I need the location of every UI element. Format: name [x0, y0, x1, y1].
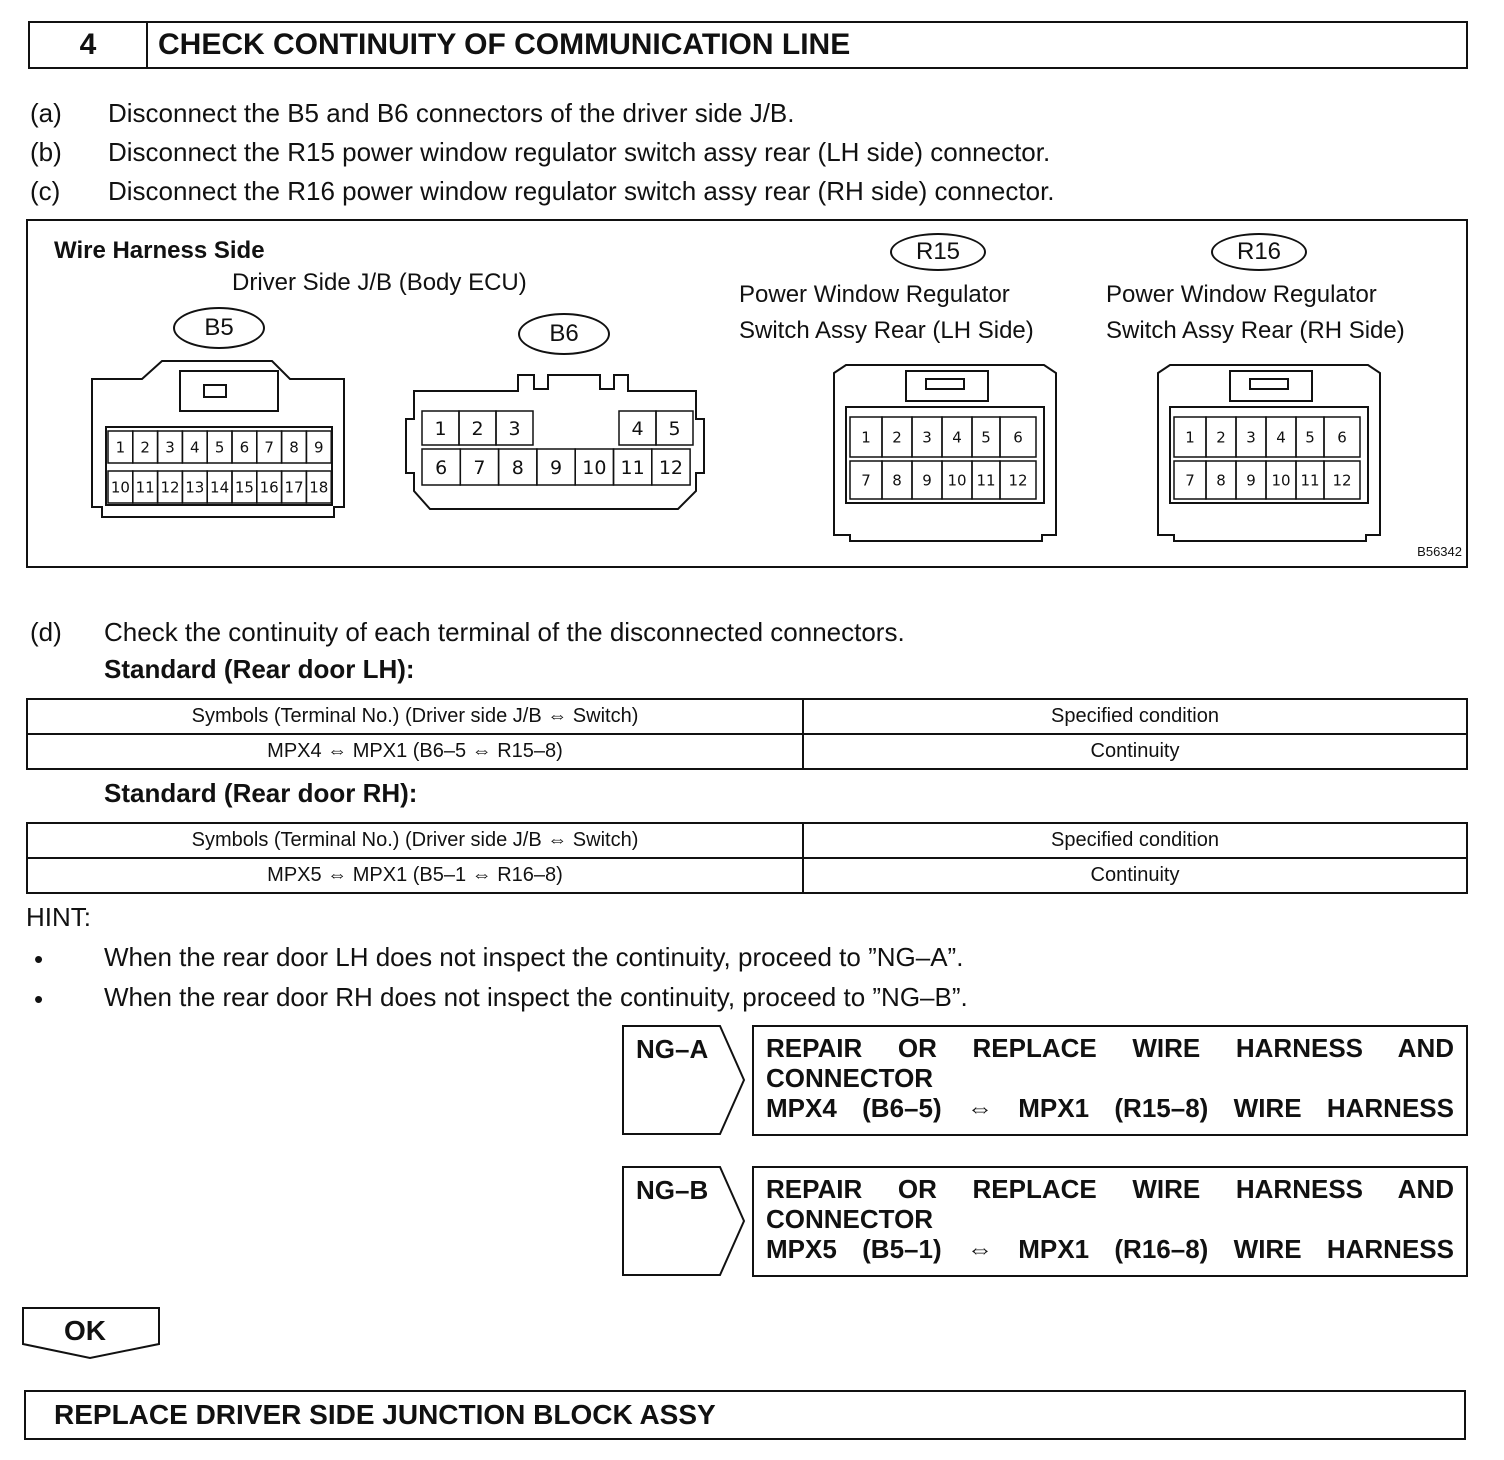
table-cell: MPX4 ⇔ MPX1 (B6–5 ⇔ R15–8): [27, 734, 803, 769]
ng-b-label: NG–B: [636, 1175, 709, 1205]
bullet-icon: •: [34, 984, 44, 1014]
pin-number: 5: [981, 428, 991, 447]
table-cell: Continuity: [803, 858, 1467, 893]
pin-labels: [111, 418, 1352, 497]
pin-number: 12: [160, 478, 180, 497]
pin-number: 10: [947, 471, 967, 490]
pin-number: 9: [314, 438, 324, 457]
step-text: Disconnect the B5 and B6 connectors of the driver side J/B.: [108, 98, 795, 128]
action-line: CONNECTOR: [766, 1204, 934, 1234]
pin-number: 9: [922, 471, 932, 490]
connector-figure: [26, 219, 1468, 568]
pin-number: 7: [473, 456, 486, 479]
pin-number: 7: [1185, 471, 1195, 490]
step-label: (a): [30, 98, 62, 128]
r16-desc-line2: Switch Assy Rear (RH Side): [1106, 317, 1405, 344]
step-c: [30, 176, 1470, 206]
pin-number: 14: [210, 478, 230, 497]
step-label: (c): [30, 176, 61, 206]
table-header-cell: Symbols (Terminal No.) (Driver side J/B ⇔ Switch): [27, 823, 803, 858]
pin-number: 12: [658, 456, 684, 479]
table-cell: MPX5 ⇔ MPX1 (B5–1 ⇔ R16–8): [27, 858, 803, 893]
pin-number: 2: [471, 417, 484, 440]
pin-number: 5: [668, 417, 681, 440]
connector-id: R15: [915, 238, 961, 265]
step-b: [30, 137, 1470, 167]
pin-number: 4: [631, 417, 644, 440]
final-action-text: REPLACE DRIVER SIDE JUNCTION BLOCK ASSY: [54, 1399, 716, 1430]
pin-number: 17: [284, 478, 304, 497]
step-title: CHECK CONTINUITY OF COMMUNICATION LINE: [158, 28, 851, 61]
connector-id: R16: [1236, 238, 1282, 265]
pin-number: 4: [1276, 428, 1286, 447]
pin-number: 6: [239, 438, 250, 457]
pin-number: 3: [508, 417, 521, 440]
ng-a-label: NG–A: [636, 1034, 709, 1064]
step-label: (d): [30, 617, 62, 647]
step-label: (b): [30, 137, 62, 167]
standard-lh-title: Standard (Rear door LH):: [104, 654, 415, 684]
pin-number: 4: [952, 428, 962, 447]
action-line: MPX4 (B6–5) ⇔ MPX1 (R15–8) WIRE HARNESS: [766, 1093, 1454, 1123]
pin-number: 10: [1271, 471, 1291, 490]
standard-rh-table: [26, 822, 1468, 894]
step-number: 4: [30, 23, 148, 67]
table-header-cell: Specified condition: [803, 699, 1467, 734]
r15-desc-line1: Power Window Regulator: [739, 281, 1010, 308]
pin-number: 4: [190, 438, 200, 457]
pin-number: 1: [115, 438, 126, 457]
jb-label: Driver Side J/B (Body ECU): [232, 269, 527, 296]
pin-number: 7: [861, 471, 871, 490]
pin-number: 11: [135, 478, 155, 497]
connector-id: B6: [549, 320, 579, 347]
pin-number: 2: [892, 428, 902, 447]
hint-item: When the rear door RH does not inspect the continuity, proceed to ”NG–B”.: [104, 982, 968, 1012]
step-text: Disconnect the R16 power window regulator switch assy rear (RH side) connector.: [108, 176, 1055, 206]
step-header: [28, 21, 1468, 69]
pin-number: 7: [264, 438, 274, 457]
ng-a-action-box: [752, 1025, 1468, 1136]
final-action-box: [24, 1390, 1466, 1440]
pin-number: 15: [234, 478, 254, 497]
pin-number: 5: [214, 438, 225, 457]
pin-number: 12: [1008, 471, 1028, 490]
pin-number: 18: [309, 478, 329, 497]
table-cell: Continuity: [803, 734, 1467, 769]
pin-number: 5: [1305, 428, 1315, 447]
pin-number: 10: [582, 456, 607, 479]
step-text: Disconnect the R15 power window regulator switch assy rear (LH side) connector.: [108, 137, 1051, 167]
hint-label: HINT:: [26, 902, 91, 932]
action-line: CONNECTOR: [766, 1063, 934, 1093]
table-header-row: [27, 823, 1467, 858]
action-line: REPAIR OR REPLACE WIRE HARNESS AND: [766, 1174, 1454, 1204]
pin-number: 13: [185, 478, 205, 497]
table-header-row: [27, 699, 1467, 734]
pin-number: 8: [1216, 471, 1226, 490]
pin-number: 10: [110, 478, 130, 497]
step-text: Check the continuity of each terminal of the disconnected connectors.: [104, 617, 905, 647]
standard-lh-table: [26, 698, 1468, 770]
pin-number: 8: [511, 456, 524, 479]
pin-number: 9: [1246, 471, 1256, 490]
table-header-cell: Specified condition: [803, 823, 1467, 858]
pin-number: 6: [1013, 428, 1023, 447]
pin-number: 6: [435, 456, 448, 479]
harness-side-label: Wire Harness Side: [54, 237, 265, 264]
table-row: [27, 734, 1467, 769]
pin-number: 9: [550, 456, 563, 479]
figure-code: B56342: [1417, 544, 1462, 559]
pin-number: 16: [259, 478, 279, 497]
pin-number: 2: [1216, 428, 1226, 447]
pin-number: 3: [922, 428, 932, 447]
pin-number: 2: [140, 438, 150, 457]
pin-number: 12: [1332, 471, 1352, 490]
ok-label: OK: [64, 1315, 106, 1346]
pin-number: 6: [1337, 428, 1347, 447]
step-d: [30, 617, 1470, 647]
step-a: [30, 98, 1470, 128]
hint-item: When the rear door LH does not inspect the continuity, proceed to ”NG–A”.: [104, 942, 964, 972]
pin-number: 1: [1185, 428, 1195, 447]
pin-number: 3: [1246, 428, 1256, 447]
action-line: MPX5 (B5–1) ⇔ MPX1 (R16–8) WIRE HARNESS: [766, 1234, 1454, 1264]
pin-number: 3: [165, 438, 175, 457]
pin-number: 8: [892, 471, 902, 490]
standard-rh-title: Standard (Rear door RH):: [104, 778, 418, 808]
bullet-icon: •: [34, 944, 44, 974]
table-header-cell: Symbols (Terminal No.) (Driver side J/B ⇔ Switch): [27, 699, 803, 734]
action-line: REPAIR OR REPLACE WIRE HARNESS AND: [766, 1033, 1454, 1063]
pin-number: 11: [620, 456, 645, 479]
pin-number: 1: [861, 428, 871, 447]
r16-desc-line1: Power Window Regulator: [1106, 281, 1377, 308]
pin-number: 1: [434, 417, 447, 440]
pin-number: 11: [1300, 471, 1320, 490]
connector-drawings: [28, 221, 1466, 566]
ng-b-action-box: [752, 1166, 1468, 1277]
r15-desc-line2: Switch Assy Rear (LH Side): [739, 317, 1034, 344]
pin-number: 11: [976, 471, 996, 490]
pin-number: 8: [289, 438, 299, 457]
connector-id: B5: [204, 314, 234, 341]
table-row: [27, 858, 1467, 893]
